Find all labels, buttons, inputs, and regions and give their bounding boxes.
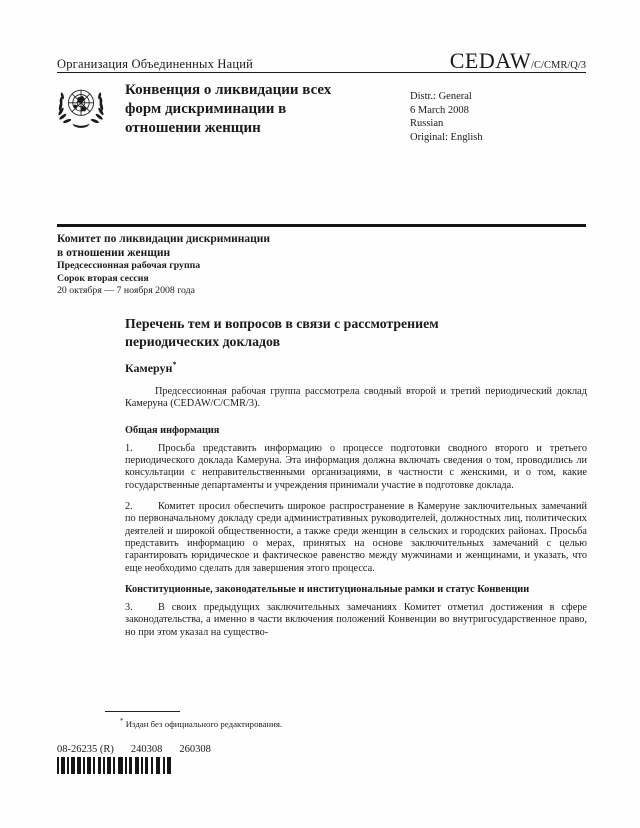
session-title: Сорок вторая сессия	[57, 272, 149, 284]
committee-name-line2: в отношении женщин	[57, 246, 171, 259]
paragraph-text: Комитет просил обеспечить широкое распространение в Камеруне заключительных замечаний по первоначальному докладу среди административных руководителей, должностных лиц, политических деятелей и широкой общественности, а также среди женщин в сельских и городских районах. Просьба представить информацию о мерах, принятых на основе заключительных замечаний с целью гарантировать юридическое и фактическое равенство между мужчинами и женщинами, и указать, что еще необходимо сделать для завершения этого процесса.	[125, 501, 587, 574]
paragraph-text: В своих предыдущих заключительных замечаниях Комитет отметил достижения в сфере законодательства, а именно в части включения положений Конвенции во внутригосударственное право, но при этом указал на существо-	[125, 602, 587, 638]
paragraph-2	[125, 501, 587, 575]
doc-number: 08-26235 (R)	[57, 744, 114, 755]
paragraph-1	[125, 443, 587, 492]
masthead	[57, 48, 586, 74]
doc-symbol	[450, 48, 586, 74]
footnote-text: Издан без официального редактирования.	[125, 718, 283, 729]
distr-line: Distr.: General	[410, 91, 472, 102]
doc-symbol-main: CEDAW	[449, 48, 532, 73]
footnote-rule	[105, 711, 180, 712]
footnote-marker: *	[172, 360, 177, 369]
paragraph-text: Просьба представить информацию о процессе подготовки сводного второго и третьего периодического доклада Камеруна. Эта информация должна включать сведения о том, проводились ли консультации с неправительственными организациями, в частности с женскими, и о том, какие государственные департаменты и учреждения принимали участие в подготовке доклада.	[125, 442, 587, 491]
footnote-marker: *	[120, 717, 124, 725]
committee-name-line1: Комитет по ликвидации дискриминации	[57, 233, 271, 245]
barcode	[57, 757, 171, 779]
section-heading-general: Общая информация	[125, 424, 220, 436]
convention-title: Конвенция о ликвидации всех форм дискриминации в отношении женщин	[125, 82, 332, 136]
document-body	[125, 386, 587, 648]
session-dates: 20 октября — 7 ноября 2008 года	[57, 285, 195, 296]
date-code-1: 240308	[130, 744, 163, 755]
language-line: Russian	[410, 118, 444, 129]
org-name: Организация Объединенных Наций	[57, 57, 254, 71]
distr-block	[410, 90, 483, 144]
date-code-2: 260308	[179, 744, 211, 755]
paragraph-3	[125, 602, 587, 639]
section-rule	[57, 224, 586, 227]
committee-block	[57, 233, 270, 298]
country-heading: Камерун*	[125, 360, 177, 375]
document-id-line	[57, 744, 211, 755]
paragraph-number: 1.	[125, 442, 133, 454]
header-rule	[57, 72, 586, 73]
doc-symbol-suffix: /C/CMR/Q/3	[531, 60, 586, 71]
intro-paragraph: Предсессионная рабочая группа рассмотрела сводный второй и третий периодический доклад Камеруна (CEDAW/C/CMR/3).	[125, 386, 587, 410]
un-emblem-icon	[55, 84, 107, 132]
page-title: Перечень тем и вопросов в связи с рассмотрением периодических докладов	[125, 316, 439, 349]
paragraph-number: 3.	[125, 602, 133, 614]
section-heading-constitutional: Конституционные, законодательные и институциональные рамки и статус Конвенции	[125, 583, 530, 595]
footnote	[120, 717, 450, 729]
working-group: Предсессионная рабочая группа	[57, 260, 201, 271]
original-line: Original: English	[410, 131, 483, 143]
date-line: 6 March 2008	[410, 104, 469, 116]
paragraph-number: 2.	[125, 501, 133, 513]
